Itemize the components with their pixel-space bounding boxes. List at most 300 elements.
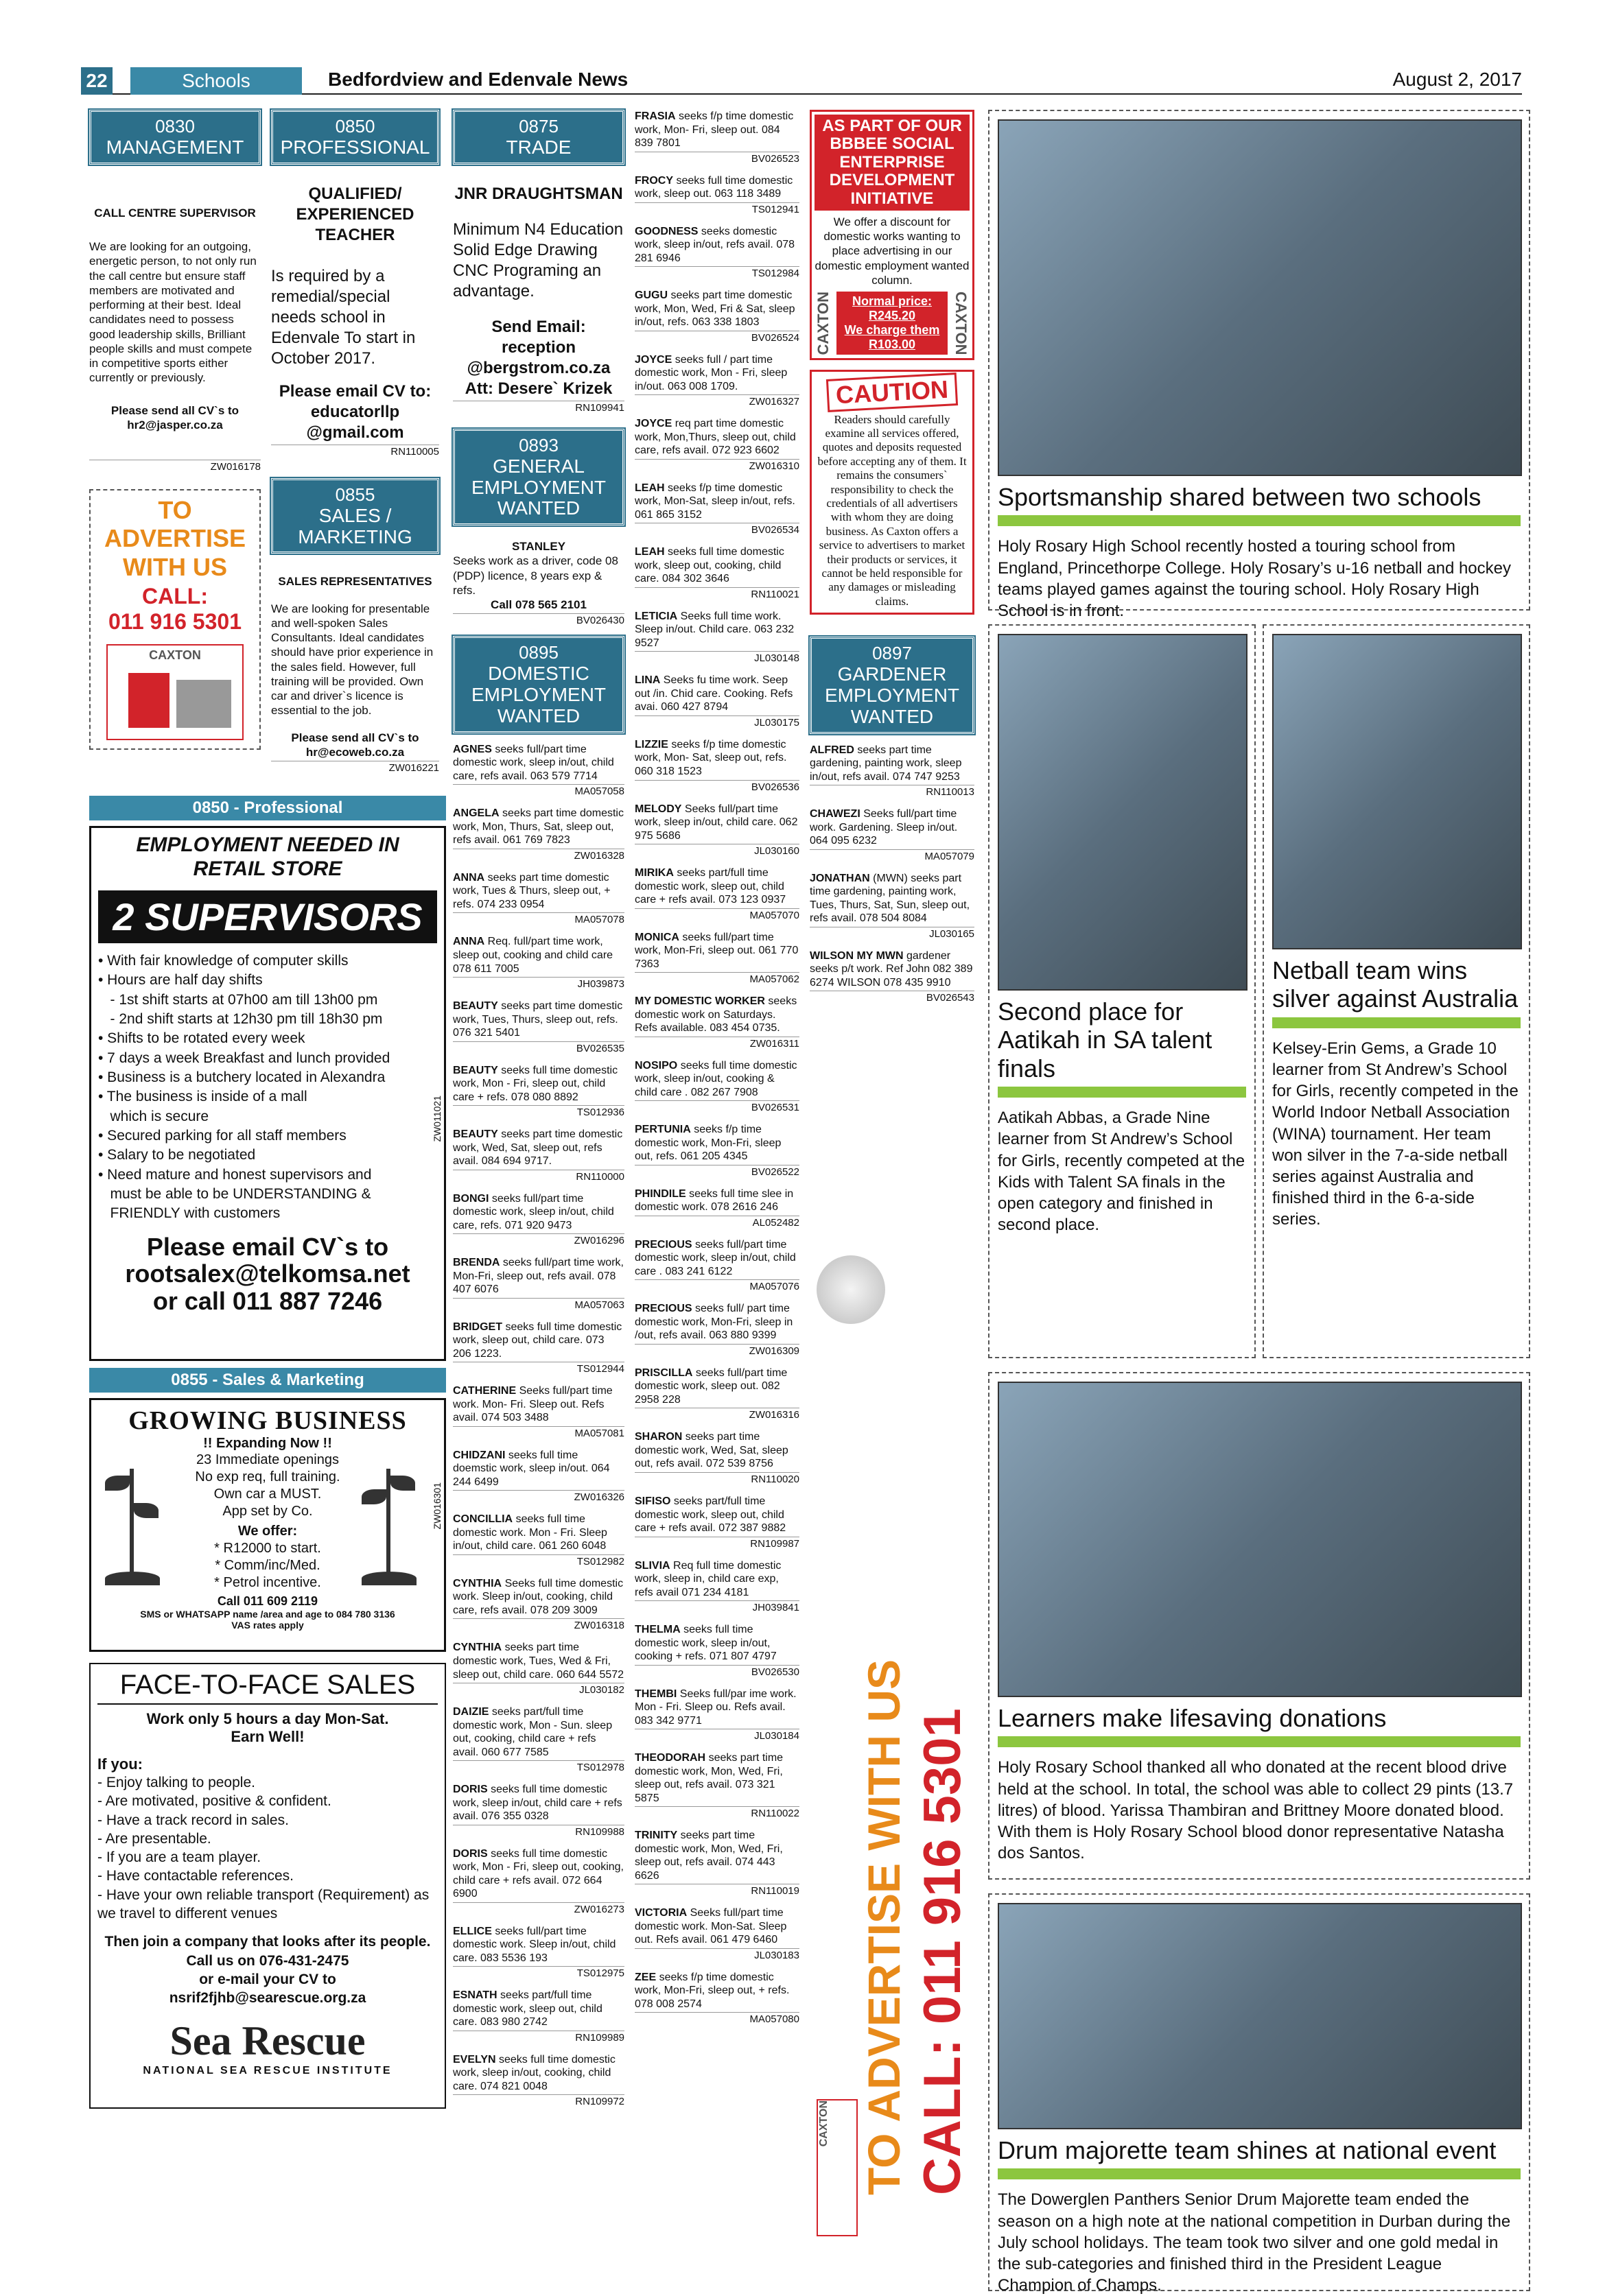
list-item [635,1187,799,1229]
growing-title: GROWING BUSINESS [128,1406,407,1435]
bullet-line: • Hours are half day shifts [98,972,263,989]
plant-icon [105,1448,160,1585]
caxton-logo [106,644,244,740]
listing-ref: MA057081 [453,1426,624,1439]
growing-line: No exp req, full training. [195,1469,340,1484]
listing-name: BRENDA [453,1257,500,1269]
f2f-email: nsrif2fjhb@searescue.org.za [169,1990,366,2007]
category-box [453,429,624,525]
listing-name: LEAH [635,546,665,558]
list-item [453,1989,624,2044]
section-bar: 0850 - Professional [89,796,446,820]
listing-text: seeks part/full time domestic work, sleep out, child care. 083 980 2742 [453,1989,602,2028]
listing-text: seeks f/p time domestic work, Mon-Fri, sleep out, + refs. 078 008 2574 [635,1971,790,2010]
category-name: SALES / MARKETING [298,504,412,547]
listing-text: seeks full time slee in domestic work. 078 2616 246 [635,1187,794,1214]
listing-text: seeks part time domestic work, Wed, Sat, sleep out, refs avail. 072 539 8756 [635,1431,788,1470]
ad-contact: Send Email: reception @bergstrom.co.za Att: Desere` Krizek [465,317,613,398]
category-name: PROFESSIONAL [280,137,430,158]
list-item [453,1641,624,1696]
listing-ref: RN109987 [635,1537,799,1550]
news-photo [998,634,1247,991]
listing-text: seeks full time domestic work, sleep in/out, cooking & child care . 082 267 7908 [635,1059,797,1098]
normal-price: Normal price: R245.20 [852,294,933,323]
listing-text: Seeks full time work. Sleep in/out. Child care. 063 232 9527 [635,610,795,649]
advertise-phone: 011 916 5301 [108,609,242,635]
bullet-line: must be able to be UNDERSTANDING & [98,1186,371,1203]
issue-date: August 2, 2017 [1392,69,1522,90]
listing-ref: MA057070 [635,908,799,921]
page-header [81,67,1522,95]
mascot-icon [817,1255,885,1324]
f2f-list [97,1773,438,1923]
category-number: 0897 [872,643,912,664]
news-headline: Drum majorette team shines at national event [998,2136,1497,2164]
listing-ref: AL052482 [635,1216,799,1229]
list-item [453,807,624,862]
listing-ref: JH039873 [453,977,624,990]
column-info [810,110,974,2195]
ad-contact: Call 078 565 2101 [491,598,587,612]
list-item [453,1513,624,1567]
listing-ref: MA057063 [453,1298,624,1311]
listing-text: Req. full/part time work, sleep out, cooking and child care 078 611 7005 [453,936,613,975]
ad-title: STANLEY [511,540,566,554]
publication-name: Bedfordview and Edenvale News [328,69,629,90]
listing-name: BRIDGET [453,1321,502,1333]
list-item [635,1123,799,1178]
list-item [635,289,799,344]
list-item [635,1059,799,1114]
listing-name: ESNATH [453,1989,497,2002]
list-item [453,1064,624,1119]
list-item [810,872,974,940]
bullet-line: • Shifts to be rotated every week [98,1030,305,1047]
bullet-line: • 7 days a week Breakfast and lunch provided [98,1050,390,1066]
category-number: 0850 [335,116,375,137]
listing-name: BEAUTY [453,1064,498,1076]
f2f-item: - Are presentable. [97,1830,211,1847]
listing-name: LETICIA [635,610,678,622]
list-item [453,1925,624,1980]
list-item [635,1688,799,1742]
listing-name: BEAUTY [453,1128,498,1141]
growing-line: App set by Co. [222,1504,313,1519]
listing-ref: TS012982 [453,1554,624,1567]
listings [810,744,974,1004]
news-headline: Sportsmanship shared between two schools [998,483,1481,511]
retail-phone: or call 011 887 7246 [152,1287,383,1315]
list-item [635,417,799,472]
section-bar: 0855 - Sales & Marketing [89,1368,446,1393]
listing-name: JONATHAN [810,872,870,884]
list-item [453,1192,624,1247]
listing-ref: JL030148 [635,651,799,664]
listing-name: MIRIKA [635,867,674,879]
listing-name: MELODY [635,803,682,815]
list-item [635,866,799,921]
list-item [635,1302,799,1357]
list-item [635,931,799,986]
list-item [810,807,974,862]
classified-ad [271,184,439,458]
ad-body: Is required by a remedial/special needs school in Edenvale To start in October 2017. [271,266,416,368]
list-item [635,1495,799,1550]
f2f-sub: Earn Well! [231,1728,305,1745]
listing-text: Seeks full/part time work. Gardening. Sleep in/out. 064 095 6232 [810,808,958,847]
listing-name: SLIVIA [635,1559,670,1572]
listing-text: req part time domestic work, Mon,Thurs, sleep out, child care, refs avail. 072 923 6602 [635,418,796,457]
list-item [810,744,974,798]
listing-ref: BV026535 [453,1041,624,1054]
bullet-line: which is secure [98,1108,209,1124]
listing-ref: ZW016309 [635,1344,799,1357]
listing-ref: TS012944 [453,1362,624,1375]
listing-text: seeks full time domestic work, sleep in/out, child care + refs avail. 076 355 0328 [453,1784,622,1823]
list-item [635,1238,799,1293]
bullet-line: • Secured parking for all staff members [98,1128,347,1144]
listing-name: THEMBI [635,1688,677,1700]
news-photo [998,1382,1522,1697]
list-item [453,1321,624,1375]
news-body: Holy Rosary School thanked all who donated at the recent blood drive held at the school. In total, the school was able to collect 29 pints (13.7 litres) of blood. Yarissa Thambiran and Brittney Moore donated blood. With them is Holy Rosary School blood donor representative Natasha dos Santos. [998,1758,1514,1863]
list-item [453,1449,624,1504]
list-item [453,999,624,1054]
listing-name: ANNA [453,871,485,884]
news-photo [998,119,1522,476]
news-body: Aatikah Abbas, a Grade Nine learner from St Andrew’s School for Girls, recently competed at the Kids with Talent SA finals in the open category and finished in second place. [998,1109,1245,1235]
listing-ref: BV026522 [635,1165,799,1178]
listing-text: seeks full time doemstic work, sleep in/out. 064 244 6499 [453,1449,610,1488]
list-item [635,1623,799,1678]
list-item [635,610,799,665]
listing-ref: JL030182 [453,1683,624,1696]
listing-text: gardener seeks p/t work. Ref John 082 389 6274 WILSON 078 435 9910 [810,949,973,989]
classified-ad [89,206,261,473]
listing-text: seeks full/ part time domestic work, Mon-Fri, sleep in /out, refs avail. 063 880 9399 [635,1303,793,1342]
listing-name: THELMA [635,1624,681,1636]
news-body: Kelsey-Erin Gems, a Grade 10 learner from St Andrew’s School for Girls, recently competed in the World Indoor Netball Association (WINA) tournament. Her team won silver in the 7-a-side netball series against Australia and finished third in the 6-a-side series. [1272,1039,1519,1229]
listing-ref: BV026536 [635,780,799,793]
listing-name: PRECIOUS [635,1303,692,1315]
growing-offer-line: * R12000 to start. [214,1541,321,1556]
column-trade [453,110,624,2117]
category-box [89,110,261,165]
sea-rescue-sub: NATIONAL SEA RESCUE INSTITUTE [143,2064,393,2076]
listing-name: EVELYN [453,2053,496,2066]
list-item [635,803,799,857]
listing-name: WILSON MY MWN [810,949,904,962]
retail-email-line: Please email CV`s to [146,1232,389,1261]
listing-ref: TS012936 [453,1105,624,1118]
listing-ref: JL030175 [635,715,799,729]
sea-rescue-wordmark: Sea Rescue [169,2017,366,2063]
growing-line: Own car a MUST. [213,1487,322,1502]
listing-ref: RN109988 [453,1825,624,1838]
page-number: 22 [81,67,113,95]
listing-ref: ZW016328 [453,849,624,862]
list-item [635,482,799,536]
f2f-email-line: or e-mail your CV to [199,1971,336,1987]
listing-name: CHAWEZI [810,808,860,820]
listing-ref: TS012975 [453,1966,624,1979]
listing-ref: MA057078 [453,912,624,925]
growing-offer: We offer: [237,1524,298,1539]
category-number: 0875 [519,116,559,137]
classified-ad [271,574,439,774]
news-body: Holy Rosary High School recently hosted a touring school from England, Princethorpe College. Holy Rosary’s u-16 netball and hockey teams played games against the touring school. Holy Rosary High School is in front. [998,537,1511,620]
bullet-line: • Business is a butchery located in Alexandra [98,1069,386,1086]
listing-text: seeks part time domestic work, Mon, Wed, Fri & Sat, sleep in/out, refs. 063 338 1803 [635,289,795,329]
growing-business-ad [89,1398,446,1652]
vertical-advertise-text: TO ADVERTISE WITH US [858,1659,909,2195]
listing-text: seeks full time domestic work, Mon - Fri, sleep out, child care + refs. 078 080 8892 [453,1064,618,1103]
listing-text: Seeks full/part time work. Mon- Fri. Sleep out. Refs avail. 074 503 3488 [453,1385,613,1424]
growing-sub: !! Expanding Now !! [203,1436,332,1451]
category-number: 0855 [335,484,375,505]
list-item [635,1751,799,1819]
headline-rule [998,1087,1246,1098]
list-item [453,1128,624,1183]
caxton-wordmark: CAXTON [815,292,832,355]
ad-contact: Please send all CV`s to hr@ecoweb.co.za [291,731,419,759]
listing-text: seeks part time domestic work, Tues, Thurs, sleep out, refs. 076 321 5401 [453,1000,623,1039]
listing-text: seeks full/part time domestic work, sleep out. 082 2958 228 [635,1366,788,1406]
face-to-face-ad [89,1663,446,2109]
listing-name: ANNA [453,936,485,948]
caution-body: Readers should carefully examine all services offered, quotes and deposits requested before accepting any of them. It remains the consumers` responsibility to check the credentials of all advertisers with whom they are doing business. As Caxton offers a service to advertisers to market their products or services, it cannot be held responsible for any damages or misleading claims. [817,412,967,608]
listing-name: DORIS [453,1847,488,1860]
growing-offer-line: * Comm/inc/Med. [215,1558,320,1573]
category-name: DOMESTIC EMPLOYMENT WANTED [471,663,607,727]
ad-ref: BV026430 [453,613,624,626]
category-number: 0830 [155,116,195,137]
list-item [453,1577,624,1632]
listing-ref: RN110000 [453,1170,624,1183]
listing-text: seeks part/full time domestic work, sleep out, child care + refs avail. 072 387 9882 [635,1495,786,1535]
listing-text: Seeks fu time work. Seep out /in. Chid care. Cooking. Refs avai. 060 427 8794 [635,674,793,713]
listing-ref: JL030183 [635,1948,799,1961]
f2f-item: - Are motivated, positive & confident. [97,1793,331,1810]
listing-text: seeks domestic work on Saturdays. Refs available. 083 454 0735. [635,995,797,1034]
headline-rule [998,2168,1521,2179]
list-item [635,110,799,165]
list-item [453,2053,624,2108]
listing-name: CHIDZANI [453,1449,506,1461]
bullet-line: • Need mature and honest supervisors and [98,1166,372,1183]
listing-name: SIFISO [635,1495,671,1507]
list-item [453,743,624,798]
caution-title: CAUTION [826,372,958,412]
listing-ref: RN110020 [635,1472,799,1485]
listing-ref: JL030165 [810,927,974,940]
listing-ref: TS012978 [453,1760,624,1773]
listing-text: seeks full time domestic work, sleep out, child care. 073 206 1223. [453,1321,622,1360]
listing-name: DAIZIE [453,1706,489,1718]
news-story [988,1372,1530,1880]
caxton-wordmark: CAXTON [818,2100,830,2147]
section-tab: Schools [130,67,302,95]
listing-name: LEAH [635,482,665,494]
news-story [988,1893,1530,2295]
listing-ref: JH039841 [635,1600,799,1613]
list-item [635,1430,799,1485]
listing-ref: MA057080 [635,2012,799,2025]
listing-name: MY DOMESTIC WORKER [635,995,765,1008]
listing-text: (MWN) seeks part time gardening, painting work, Tues, Thurs, Sat, Sun, sleep out, refs avail. 078 504 8084 [810,872,970,925]
listing-name: CYNTHIA [453,1577,502,1589]
list-item [635,353,799,408]
f2f-if-you: If you: [97,1755,143,1773]
bullet-line: • The business is inside of a mall [98,1089,307,1105]
list-item [635,225,799,280]
ad-contact: Please send all CV`s to hr2@jasper.co.za [110,403,239,431]
listing-text: Req full time domestic work, sleep in, child care exp, refs avail 071 234 4181 [635,1559,782,1598]
listing-text: seeks part time gardening, painting work, sleep in/out, refs avail. 074 747 9253 [810,744,962,783]
listing-name: FROCY [635,174,673,187]
news-headline: Second place for Aatikah in SA talent finals [998,997,1212,1082]
plant-icon [362,1448,417,1585]
listing-text: seeks full/part time domestic work. Sleep in/out, child care. 083 5536 193 [453,1925,616,1964]
listing-ref: RN109989 [453,2031,624,2044]
bbbee-body: We offer a discount for domestic works wanting to place advertising in our domestic employment wanted column. [815,215,970,287]
listing-ref: ZW016311 [635,1037,799,1050]
listing-name: SHARON [635,1431,683,1443]
listing-name: PHINDILE [635,1187,686,1200]
listing-text: Seeks full/part time domestic work. Mon-Sat. Sleep out. Refs avail. 061 479 6460 [635,1907,787,1946]
list-item [810,949,974,1004]
listing-name: LIZZIE [635,738,668,750]
listing-name: CONCILLIA [453,1513,513,1526]
list-item [453,1705,624,1773]
list-item [635,545,799,600]
retail-ad-title: EMPLOYMENT NEEDED IN RETAIL STORE [136,833,399,880]
caxton-wordmark: CAXTON [952,292,970,355]
listing-name: PRECIOUS [635,1238,692,1251]
caution-box [810,370,974,615]
news-story [988,624,1256,1358]
listing-text: seeks full time domestic work, sleep out, cooking, child care. 084 302 3646 [635,546,784,585]
listing-name: ZEE [635,1971,657,1983]
ad-contact: Please email CV to: educatorllp @gmail.com [279,381,432,442]
ad-title: JNR DRAUGHTSMAN [454,184,623,203]
listing-name: GOODNESS [635,225,699,237]
category-number: 0893 [519,434,559,455]
list-item [635,738,799,793]
category-box [453,636,624,733]
listing-name: THEODORAH [635,1752,706,1764]
bullet-line: • Salary to be negotiated [98,1147,256,1163]
listing-ref: RN110021 [635,587,799,600]
classified-ad [453,539,624,626]
vertical-advertise-phone: CALL: 011 916 5301 [913,1708,972,2195]
listing-ref: JL030160 [635,844,799,857]
listing-text: seeks f/p time domestic work, Mon- Fri, sleep out. 084 839 7801 [635,110,794,150]
listing-ref: BV026534 [635,523,799,536]
listing-name: MONICA [635,931,679,943]
list-item [453,935,624,990]
news-headline: Learners make lifesaving donations [998,1704,1387,1732]
listing-ref: TS012941 [635,202,799,215]
news-body: The Dowerglen Panthers Senior Drum Majorette team ended the season on a high note at the national competition in Durban during the July school holidays. The team took two silver and one gold medal in the sub-categories and finished third in the President League Champion of Champs. [998,2190,1511,2295]
listing-name: CYNTHIA [453,1642,502,1654]
listing-ref: ZW016327 [635,394,799,407]
list-item [453,871,624,926]
advertise-line: TO [158,496,192,525]
growing-offer-line: * Petrol incentive. [214,1575,321,1590]
news-photo [998,1903,1522,2129]
listing-ref: RN110013 [810,785,974,798]
supervisors-heading: 2 SUPERVISORS [98,890,437,943]
listing-text: seeks part time domestic work, Tues & Thurs, sleep out, + refs. 074 233 0954 [453,871,611,910]
bullet-line: - 1st shift starts at 07h00 am till 13h00 pm [98,991,378,1008]
bbbee-box [810,110,974,360]
listing-ref: ZW016316 [635,1408,799,1421]
category-name: GENERAL EMPLOYMENT WANTED [471,455,607,519]
listing-name: LINA [635,674,661,687]
listings [453,743,624,2108]
retail-bullets [98,951,437,1224]
ad-title: CALL CENTRE SUPERVISOR [94,206,256,220]
f2f-item: - Have a track record in sales. [97,1812,289,1828]
listing-text: Seeks full time domestic work. Sleep in/out, cooking, child care, refs avail. 078 209 3009 [453,1577,624,1616]
listing-name: PRISCILLA [635,1366,693,1379]
list-item [453,1783,624,1838]
listing-text: seeks part time domestic work, Mon, Wed, Fri, sleep out, refs avail. 073 321 5875 [635,1752,784,1804]
f2f-item: - If you are a team player. [97,1849,261,1866]
listings [635,110,799,2025]
list-item [635,1829,799,1897]
listing-text: seeks full time domestic work, sleep in/out, cooking, child care. 074 821 0048 [453,2053,616,2092]
listing-ref: MA057079 [810,849,974,862]
caxton-wordmark: CAXTON [149,648,201,663]
listing-name: ELLICE [453,1925,492,1937]
list-item [635,1971,799,2026]
listing-ref: ZW016326 [453,1490,624,1503]
list-item [635,674,799,729]
ad-body: We are looking for an outgoing, energetic person, to not only run the call centre but ensure staff members are motivated and performing at their best. Ideal candidates need to possess good leadership skills, Brilliant people skills and must compete in competitive sports either currently or previously. [89,240,257,385]
listing-text: seeks full time domestic work. Mon - Fri. Sleep in/out, child care. 061 260 6048 [453,1513,607,1552]
listing-ref: ZW016318 [453,1618,624,1631]
listing-ref: JL030184 [635,1729,799,1742]
category-box [271,478,439,554]
news-area [988,110,1530,2295]
listing-text: seeks part time domestic work, Wed, Sat, sleep out, refs avail. 084 694 9717. [453,1128,623,1168]
listing-text: seeks f/p time domestic work, Mon-Fri, sleep out, refs. 061 205 4345 [635,1124,782,1163]
listing-name: BEAUTY [453,1000,498,1013]
list-item [453,1847,624,1915]
bullet-line: • With fair knowledge of computer skills [98,953,349,969]
listing-text: seeks full/part time domestic work, sleep in/out, child care . 083 241 6122 [635,1238,796,1277]
bullet-line: - 2nd shift starts at 12h30 pm till 18h30 pm [98,1011,383,1028]
listing-name: GUGU [635,289,668,302]
vertical-advertise [810,1235,974,2257]
listing-text: seeks part/full time domestic work, Mon - Sun. sleep out, cooking, child care + refs avail. 060 677 7585 [453,1706,613,1758]
left-bottom-ads [89,796,446,2109]
ad-ref: ZW016178 [89,460,261,473]
news-photo [1272,634,1522,949]
list-item [453,1384,624,1439]
listing-ref: BV026543 [810,991,974,1004]
listing-ref: BV026531 [635,1100,799,1113]
growing-line: 23 Immediate openings [196,1452,339,1467]
listing-ref: TS012984 [635,266,799,279]
category-name: TRADE [506,137,572,158]
listing-text: seeks part/full time domestic work, sleep out, child care + refs avail. 073 123 0937 [635,867,786,906]
listing-name: ANGELA [453,807,500,820]
listing-name: JOYCE [635,418,672,430]
column-domestic-2 [635,110,799,2035]
